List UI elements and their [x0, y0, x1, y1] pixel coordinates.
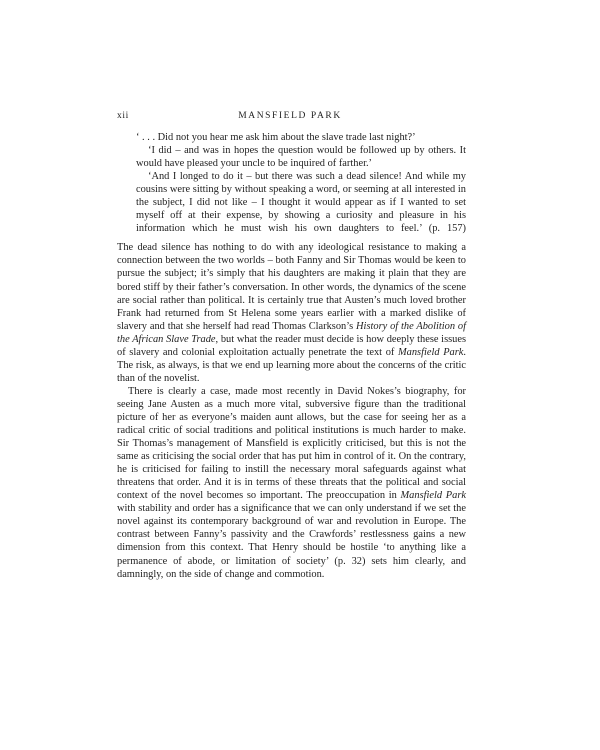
paragraph-2-part-c: with stability and order has a significance that we can only understand if we set the novel against its contemporary background of war and revolution in Europe. The contrast between Fanny’s passivity and the Crawfords’ restlessness gains a new dimension from this context. That Henry should be hostile ‘to anything like a permanence of abode, or limitation of society’ (p. 32) sets him clearly, and damningly, on the side of change and commotion.	[117, 503, 466, 580]
quote-paragraph-3	[136, 170, 466, 235]
quote-citation: (p. 157)	[428, 223, 466, 235]
quote-paragraph-1: ‘ . . . Did not you hear me ask him about the slave trade last night?’	[136, 132, 416, 143]
paragraph-1-part-c: , but what the reader must decide is how deeply these issues of slavery and colonial exploitation actually penetrate the text of	[117, 333, 467, 358]
body-text	[117, 131, 466, 581]
paragraph-1	[117, 241, 466, 385]
block-quote	[136, 131, 466, 235]
quote-paragraph-3-text: ‘And I longed to do it – but there was such a dead silence! And while my cousins were sitting by without speaking a word, or seeming at all interested in the subject, I did not like – I thought it would appear as if I wanted to set myself off at their expense, by showing a curiosity and pleasure in his information which he must wish his own daughters to feel.’	[136, 171, 466, 235]
paragraph-1-part-a: The dead silence has nothing to do with any ideological resistance to making a connection between the two worlds – both Fanny and Sir Thomas would be keen to pursue the subject; it’s simply that his daughters are making it plain that they are bored stiff by their father’s conversation. In other words, the dynamics of the scene are social rather than political. It is certainly true that Austen’s much loved brother Frank had returned from St Helena some years earlier with a marked dislike of slavery and that she herself had read Thomas Clarkson’s	[117, 242, 466, 332]
prose	[117, 241, 466, 580]
paragraph-1-part-e: . The risk, as always, is that we end up learning more about the concerns of the critic than of the novelist.	[117, 346, 466, 384]
page-number: xii	[117, 111, 129, 121]
book-title-mansfield-park-2: Mansfield Park	[400, 490, 466, 502]
book-title-mansfield-park: Mansfield Park	[398, 346, 464, 358]
book-title-clarkson: History of the Abolition of the African Slave Trade	[117, 320, 466, 345]
running-title: MANSFIELD PARK	[238, 111, 342, 121]
paragraph-2-part-a: There is clearly a case, made most recently in David Nokes’s biography, for seeing Jane Austen as a much more vital, subversive figure than the traditional picture of her as everyone’s maiden aunt allows, but the case for seeing her as a radical critic of social traditions and political institutions is much harder to make. Sir Thomas’s management of Mansfield is explicitly criticised, but this is not the same as criticising the social order that has put him in control of it. On the contrary, he is criticised for failing to instill the necessary moral safeguards against what threatens that order. And it is in terms of these threats that the political and social context of the novel becomes so important. The preoccupation in	[117, 385, 466, 502]
quote-paragraph-2: ‘I did – and was in hopes the question would be followed up by others. It would have pleased your uncle to be inquired of farther.’	[136, 145, 466, 170]
paragraph-2	[117, 385, 466, 581]
